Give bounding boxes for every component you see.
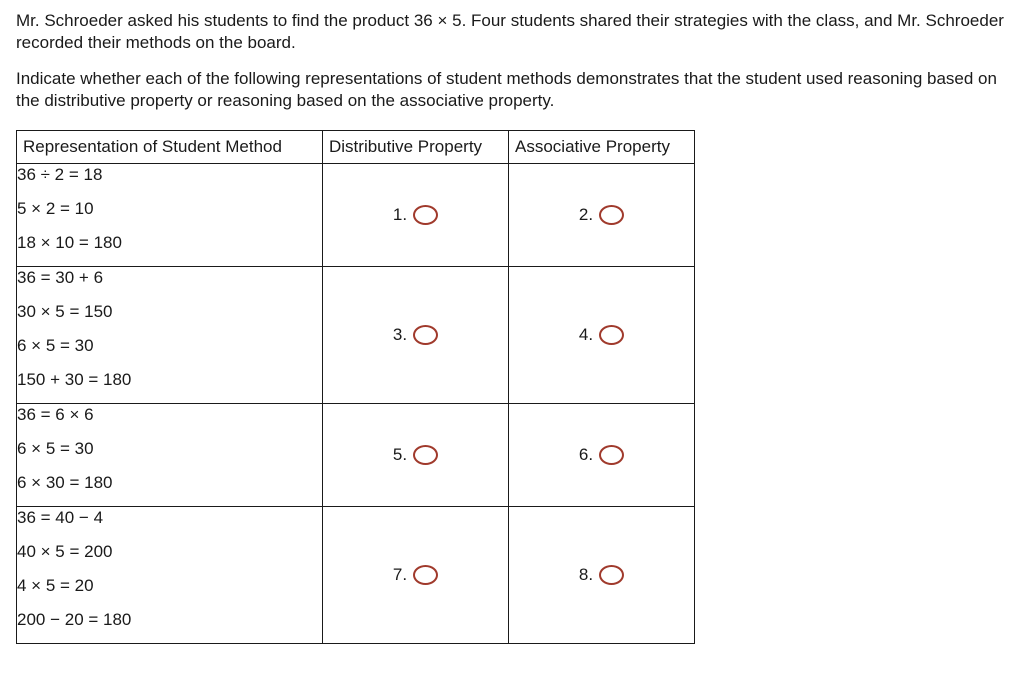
method-line: 36 = 40 − 4 bbox=[17, 508, 104, 527]
option-number: 5. bbox=[392, 445, 408, 464]
method-line: 30 × 5 = 150 bbox=[17, 302, 113, 321]
method-line: 40 × 5 = 200 bbox=[17, 542, 113, 561]
method-line: 4 × 5 = 20 bbox=[17, 576, 94, 595]
intro-paragraph-2: Indicate whether each of the following representations of student methods demonstrates that the student used reasoning based on the distributive property or reasoning based on the associative property. bbox=[16, 69, 997, 110]
method-line: 150 + 30 = 180 bbox=[17, 370, 132, 389]
method-line: 200 − 20 = 180 bbox=[17, 610, 132, 629]
option-4-associative[interactable] bbox=[579, 325, 624, 345]
table-header-row bbox=[17, 131, 695, 164]
method-line: 6 × 30 = 180 bbox=[17, 473, 113, 492]
option-number: 2. bbox=[578, 205, 594, 224]
option-6-associative[interactable] bbox=[579, 445, 624, 465]
option-number: 6. bbox=[578, 445, 594, 464]
option-number: 1. bbox=[392, 205, 408, 224]
radio-button[interactable] bbox=[599, 565, 624, 585]
method-line: 6 × 5 = 30 bbox=[17, 439, 94, 458]
option-1-distributive[interactable] bbox=[393, 205, 438, 225]
radio-button[interactable] bbox=[413, 325, 438, 345]
method-line: 5 × 2 = 10 bbox=[17, 199, 94, 218]
method-line: 36 ÷ 2 = 18 bbox=[17, 165, 103, 184]
method-line: 36 = 30 + 6 bbox=[17, 268, 104, 287]
table-row bbox=[17, 507, 695, 644]
distributive-cell bbox=[323, 164, 509, 267]
associative-cell bbox=[509, 164, 695, 267]
distributive-cell bbox=[323, 507, 509, 644]
methods-table bbox=[16, 130, 695, 644]
option-number: 3. bbox=[392, 325, 408, 344]
method-line: 6 × 5 = 30 bbox=[17, 336, 94, 355]
intro-paragraph-1: Mr. Schroeder asked his students to find the product 36 × 5. Four students shared their strategies with the class, and Mr. Schroeder recorded their methods on the board. bbox=[16, 11, 1004, 52]
table-row bbox=[17, 404, 695, 507]
radio-button[interactable] bbox=[599, 445, 624, 465]
question-text bbox=[16, 10, 1006, 112]
method-line: 36 = 6 × 6 bbox=[17, 405, 94, 424]
option-3-distributive[interactable] bbox=[393, 325, 438, 345]
header-representation: Representation of Student Method bbox=[17, 131, 323, 164]
radio-button[interactable] bbox=[599, 205, 624, 225]
method-cell bbox=[17, 164, 323, 267]
radio-button[interactable] bbox=[413, 565, 438, 585]
method-cell bbox=[17, 267, 323, 404]
method-cell bbox=[17, 507, 323, 644]
associative-cell bbox=[509, 404, 695, 507]
radio-button[interactable] bbox=[413, 205, 438, 225]
associative-cell bbox=[509, 507, 695, 644]
option-2-associative[interactable] bbox=[579, 205, 624, 225]
method-line: 18 × 10 = 180 bbox=[17, 233, 122, 252]
option-number: 4. bbox=[578, 325, 594, 344]
table-row bbox=[17, 164, 695, 267]
table-row bbox=[17, 267, 695, 404]
method-cell bbox=[17, 404, 323, 507]
option-5-distributive[interactable] bbox=[393, 445, 438, 465]
distributive-cell bbox=[323, 404, 509, 507]
radio-button[interactable] bbox=[413, 445, 438, 465]
header-distributive: Distributive Property bbox=[323, 131, 509, 164]
distributive-cell bbox=[323, 267, 509, 404]
option-number: 8. bbox=[578, 565, 594, 584]
option-8-associative[interactable] bbox=[579, 565, 624, 585]
header-associative: Associative Property bbox=[509, 131, 695, 164]
option-number: 7. bbox=[392, 565, 408, 584]
associative-cell bbox=[509, 267, 695, 404]
radio-button[interactable] bbox=[599, 325, 624, 345]
option-7-distributive[interactable] bbox=[393, 565, 438, 585]
